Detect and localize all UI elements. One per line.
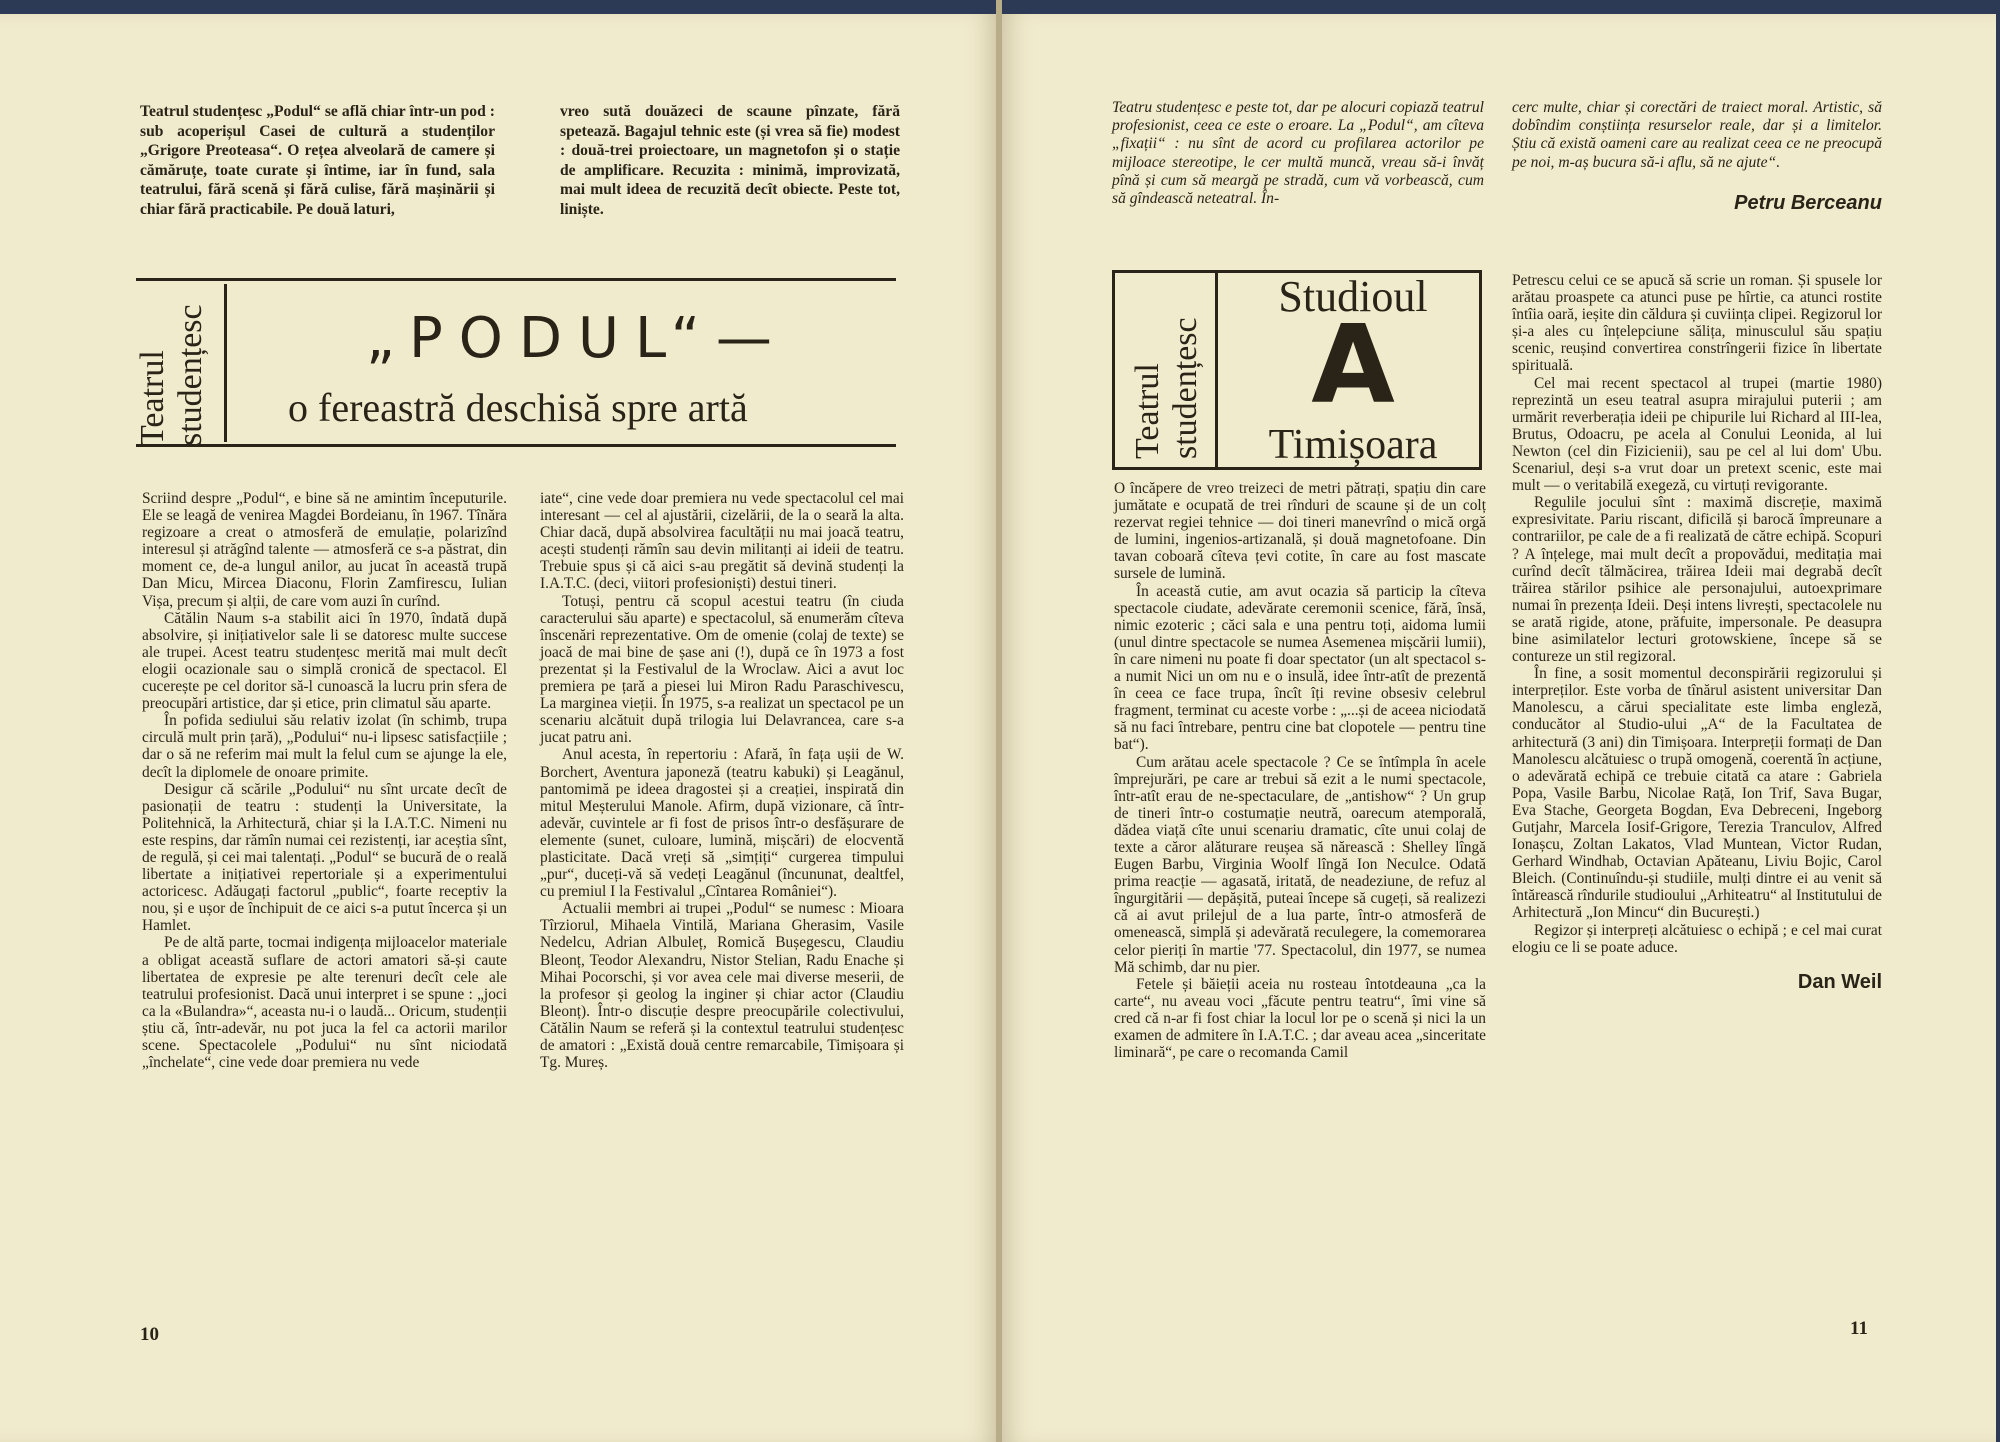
right-body-column-1: O încăpere de vreo treizeci de metri pătrați, spațiu din care jumătate e ocupată de trei rînduri de scaune și de un colț rezervat regiei tehnice — doi tineri manevrînd o mică orgă de lumini, ingenios-artizanală, și două magnetofoane. Din tavan coboară cîteva țevi cotite, în care au fost mascate sursele de lumină. În această cutie, am avut ocazia să particip la cîteva spectacole ciudate, adevărate ceremonii scenice, fără, însă, nimic ezoteric ; căci sala e una pentru toți, aidoma lumii (unul dintre spectacole se numea Asemenea mișcării lumii), în care nimeni nu poate fi doar spectator (un alt spectacol s-a numit Nici un om nu e o insulă, idee într-atît de prezentă în ceea ce face trupa, încît îți revine obsesiv celebrul fragment, terminat cu aceste vorbe : „...și de aceea niciodată să nu faci întrebare, pentru cine bat clopotele — pentru tine bat“). Cum arătau acele spectacole ? Ce se întîmpla în acele împrejurări, pe care ar trebui să ezit a le numi spectacole, într-atît erau de ne-spectaculare, de „antishow“ ? Un grup de tineri într-o costumație neutră, oarecum atemporală, dădea viață cîte unui scenariu dramatic, cîte unui colaj de texte a căror alăturare reușea să nărească : Shelley lîngă Eugen Barbu, Virginia Woolf lîngă Ion Neculce. Odată prima reacție — agasată, iritată, de neadeziune, de refuz al îngurgitării — depășită, puteai începe să cugeți, să realizezi că ai avut prilejul de a lua parte, într-o atmosferă de omenească, simplă și adevărată reculegere, la comemorarea celor pieriți în martie '77. Spectacolul, din 1977, se numea Mă schimb, dar nu pier. Fetele și băieții aceia nu rosteau întotdeauna „ca la carte“, nu aveau voci „făcute pentru teatru“, îmi vine să cred că n-ar fi fost chiar la locul lor pe o scenă și nici la un examen de admitere în I.A.T.C. ; dar aveau acea „sinceritate liminară“, pe care o recomanda Camil (1114, 480, 1486, 1062)
section-label: Teatrul studențesc (1129, 317, 1204, 459)
section-label: Teatrul studențesc (134, 304, 209, 446)
right-body-column-2: Petrescu celui ce se apucă să scrie un roman. Și spusele lor arătau proaspete ca atunci puse pe hîrtie, ca atunci rostite întîia oară, ieșite din căldura și cuviința clipei. Regizorul lor și-a ales cu înțelepciune sălița, minusculul său spațiu scenic, reușind convertirea constrîngerii fizice în libertate spirituală. Cel mai recent spectacol al trupei (martie 1980) reprezintă un eseu teatral asupra mirajului puterii ; am urmărit reverberația ideii pe chipurile lui Richard al III-lea, Brutus, Odoacru, pe acela al Conului Leonida, al lui Newton (cel din Fizicienii), sau pe cel al lui dom' Ubu. Scenariul, deși s-a vrut doar un pretext scenic, este mai mult — o veritabilă exegeză, cu virtuți revigorante. Regulile jocului sînt : maximă discreție, maximă expresivitate. Pariu riscant, dificilă și barocă împreunare a contrariilor, pe cale de a fi realizată de către echipă. Scopuri ? A înțelege, mai mult decît a propovădui, meditația mai curînd decît tălmăcirea, trăirea Ideii mai degrabă decît trăirea stărilor psihice ale personajului, autoexprimare numai în prezența Ideii. Deși intens livrești, spectacolele nu se arată rigide, atone, prăfuite, impersonale. Pe deasupra bine asimilatelor lecturi grotowskiene, începe să se contureze un stil regizoral. În fine, a sosit momentul deconspirării regizorului și interpreților. Este vorba de tînărul asistent universitar Dan Manolescu, a cărui specialitate este limba engleză, conducător al Studio-ului „A“ de la Facultatea de arhitectură (3 ani) din Timișoara. Interpreții formați de Dan Manolescu alcătuiesc o trupă omogenă, coerentă în acțiune, o adevărată echipă ce trebuie citată ca atare : Gabriela Popa, Vasile Barbu, Nicolae Rață, Ion Trif, Sava Bugar, Eva Stache, Georgeta Bogdan, Eva Debreceni, Ingeborg Gutjahr, Marcela Iosif-Grigore, Terezia Tranculov, Alfred Ionașcu, Zoltan Lakatos, Vlad Muntean, Victor Rudan, Gerhard Windhab, Octavian Apăteanu, Liviu Bojic, Carol Bleich. (Continuîndu-și studiile, mulți dintre ei au venit să întărească rîndurile studioului „Arhiteatru“ al Institutului de Arhitectură „Ion Mincu“ din București.) Regizor și interpreți alcătuiesc o echipă ; e cel mai curat elogiu ce li se poate aduce. Dan Weil (1512, 272, 1882, 993)
page-number: 11 (1850, 1318, 1868, 1339)
author-signature-1: Petru Berceanu (1734, 191, 1882, 214)
title-box-divider (1215, 273, 1218, 470)
quote-column-2: cerc multe, chiar și corectări de traiect moral. Artistic, să dobîndim conștiința resurselor reale, dar și a limitelor. Știu că există oameni care au realizat ceea ce ne preocupă pe noi, m-aș bucura să-i aflu, să ne ajute“. Petru Berceanu (1512, 99, 1882, 214)
page-number: 10 (140, 1324, 159, 1345)
subheadline: o fereastră deschisă spre artă (288, 385, 748, 430)
left-body-column-2: iate“, cine vede doar premiera nu vede spectacolul cel mai interesant — cel al ajustării, cizelării, de la o seară la alta. Chiar dacă, după absolvirea facultății nu mai joacă teatru, acești studenți rămîn sau devin militanți ai ideii de teatru. Trebuie spus și că aici s-au pregătit să devină studenți la I.A.T.C. (deci, viitori profesioniști) destui tineri. Totuși, pentru că scopul acestui teatru (în ciuda caracterului său aparte) e spectacolul, să enumerăm cîteva înscenări reprezentative. Om de omenie (colaj de texte) se joacă de mai bine de șase ani (!), după ce în 1973 a fost prezentat și la Festivalul de la Wroclaw. Aici a avut loc premiera pe țară a piesei lui Miron Radu Paraschivescu, La marginea vieții. În 1975, s-a realizat un spectacol pe un scenariu alcătuit după trilogia lui Delavrancea, care s-a jucat patru ani. Anul acesta, în repertoriu : Afară, în fața ușii de W. Borchert, Aventura japoneză (teatru kabuki) și Leagănul, pantomimă pe ideea dragostei și a creației, inspirată din mitul Meșterului Manole. Afirm, după vizionare, că într-adevăr, cuvintele ar fi fost de prisos într-o desfășurare de elemente (sunet, culoare, lumină, mișcări) de elocventă plasticitate. Dacă vreți să „simțiți“ curgerea timpului „pur“, duceți-vă să vedeți Leagănul (încununat, dealtfel, cu premiul I la Festivalul „Cîntarea României“). Actualii membri ai trupei „Podul“ se numesc : Mioara Tîrziorul, Mihaela Vintilă, Mariana Gherasim, Vasile Nedelcu, Adrian Albuleț, Romică Bușegescu, Claudiu Bleonț, Teodor Alexandru, Nistor Stelian, Radu Enache și Mihai Pocorschi, și vor avea cele mai diverse meserii, de la profesor și geolog la inginer și chiar actor (Claudiu Bleonț). Într-o discuție despre preocupările colectivului, Cătălin Naum se referă și la contextul teatrului studențesc de amatori : „Există două centre remarcabile, Timișoara și Tg. Mureș. (540, 490, 904, 1072)
headline-rule-top (136, 278, 896, 281)
right-page (1002, 14, 1996, 1442)
intro-column-2: vreo sută douăzeci de scaune pînzate, fără spetează. Bagajul tehnic este (și vrea să fie) modest : două-trei proiectoare, un magnetofon și o stație de amplificare. Recuzita : minimă, improvizată, mai mult ideea de recuzită decît obiecte. Peste tot, liniște. (560, 103, 900, 218)
left-body-column-1: Scriind despre „Podul“, e bine să ne amintim începuturile. Ele se leagă de venirea Magdei Bordeianu, în 1967. Tînăra regizoare a creat o atmosferă de emulație, polarizînd interesul și atrăgînd talente — atmosferă ce s-a păstrat, din moment ce, de-a lungul anilor, au jucat în această trupă Dan Micu, Mircea Diaconu, Florin Zamfirescu, Iulian Vișa, precum și alții, de care vom auzi în curînd. Cătălin Naum s-a stabilit aici în 1970, îndată după absolvire, și inițiativelor sale li se datoresc multe succese ale trupei. Acest teatru studențesc merită mai mult decît elogii ocazionale sau o simplă cronică de spectacol. El cucerește pe cel doritor să-l cunoască la lucru prin sfera de preocupări artistice, dar și etice, prin climatul său aparte. În pofida sediului său relativ izolat (în schimb, trupa circulă mult prin țară), „Podului“ nu-i lipsesc satisfacțiile ; dar o să ne referim mai mult la felul cum se ajunge la ele, decît la diplomele de onoare primite. Desigur că scările „Podului“ nu sînt urcate decît de pasionații de teatru : studenți la Universitate, la Politehnică, la Arhitectură, chiar și la I.A.T.C. Nimeni nu este respins, dar rămîn numai cei rezistenți, iar aceștia sînt, de regulă, și cei mai talentați. „Podul“ se bucură de o reală libertate a inițiativei repertoriale și a experimentului actoricesc. Adăugați factorul „public“, foarte receptiv la nou, și e ușor de închipuit de ce aici s-a putut încerca și un Hamlet. Pe de altă parte, tocmai indigența mijloacelor materiale a obligat această suflare de actori amatori să-și caute libertatea de expresie pe alte terenuri decît cele ale teatrului profesionist. Dacă unui interpret i se spune : „joci ca la «Bulandra»“, aceasta nu-i o laudă... Oricum, studenții știu că, într-adevăr, nu pot juca la fel ca actorii marilor scene. Spectacolele „Podului“ nu sînt niciodată „închelate“, cine vede doar premiera nu vede (142, 490, 507, 1072)
title-timisoara: Timișoara (1268, 422, 1438, 468)
title-box (1112, 270, 1482, 470)
author-signature-2: Dan Weil (1797, 970, 1882, 993)
title-letter-a: A (1311, 303, 1395, 428)
section-label-divider (224, 284, 227, 442)
headline-rule-bottom (136, 444, 896, 447)
title-studioul: Studioul (1278, 272, 1428, 321)
left-page (0, 14, 996, 1442)
quote-column-1: Teatru studențesc e peste tot, dar pe alocuri copiază teatrul profesionist, ceea ce este o eroare. La „Podul“, am cîteva „fixații“ : nu sînt de acord cu profilarea actorilor pe mijloace stereotipe, le cer multă muncă, vreau să-i învăț pînă și cum să meargă pe stradă, cum vă vorbească, cum să gîndească neteatral. În- (1112, 99, 1484, 208)
headline: „PODUL“— (366, 306, 788, 371)
intro-column-1: Teatrul studențesc „Podul“ se află chiar într-un pod : sub acoperișul Casei de cultură a studenților „Grigore Preoteasa“. O rețea alveolară de camere și cămăruțe, toate curate și întime, iar în fund, sala teatrului, fără scenă și fără culise, fără mașinării și chiar fără practicabile. Pe două laturi, (140, 103, 495, 218)
